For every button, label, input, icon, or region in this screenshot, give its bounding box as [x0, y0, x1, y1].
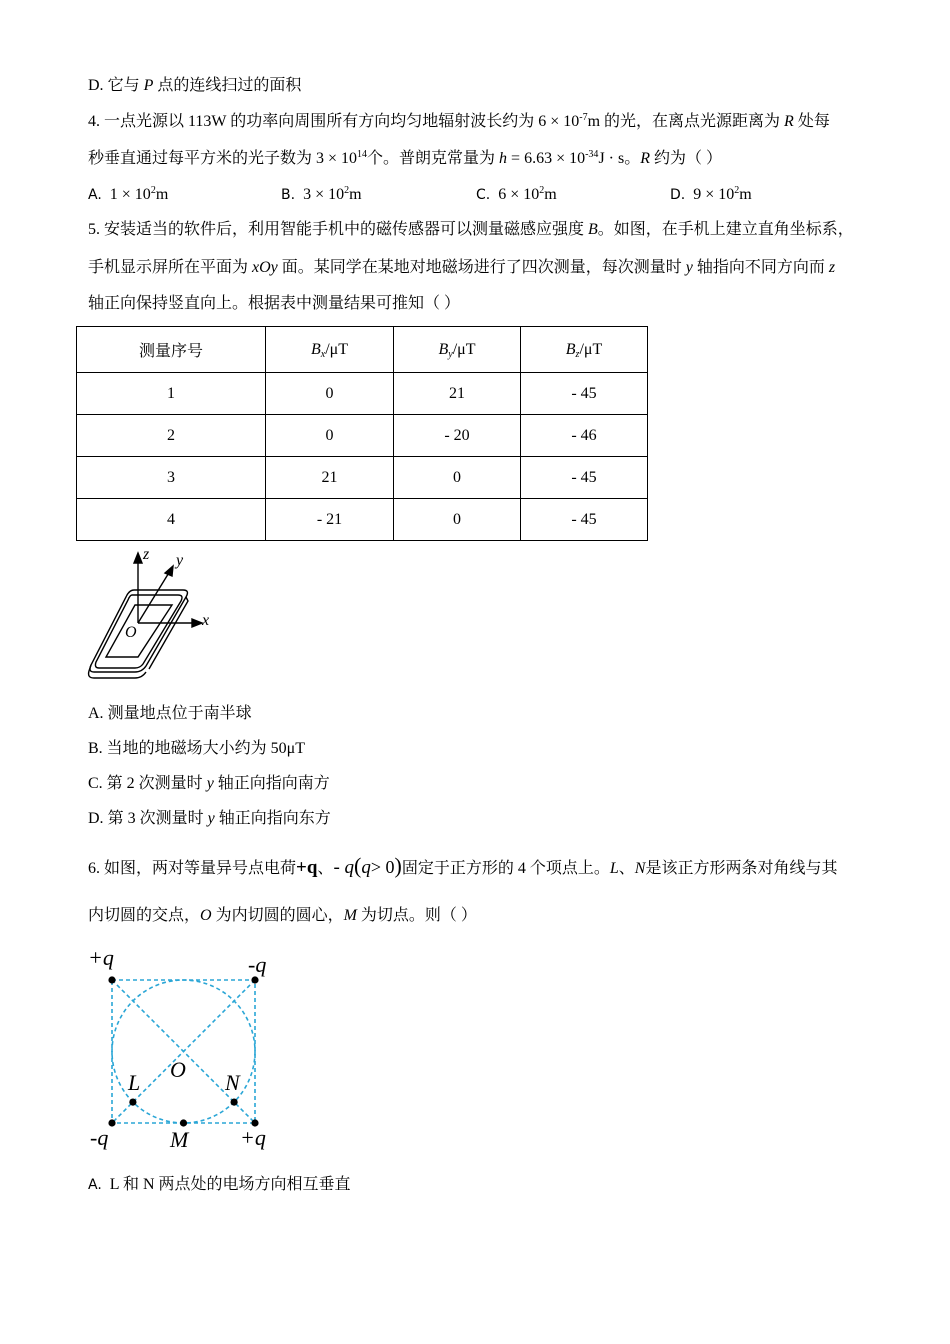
table-row: 4 - 21 0 - 45 — [77, 499, 648, 541]
label-bottom-left: -q — [90, 1125, 109, 1150]
q4-stem-line1: 4. 一点光源以 113W 的功率向周围所有方向均匀地辐射波长约为 $6 \times 10^{-7}m$ 的光，在离点光源距离为 R 处每 — [88, 112, 830, 130]
q5-stem-line2: 手机显示屏所在平面为 xOy 面。某同学在某地对地磁场进行了四次测量，每次测量时 y 轴指向不同方向而 z — [88, 259, 836, 276]
charge-point — [108, 976, 115, 983]
q4-option-b[interactable]: B. $3 \times 10^2m$ — [281, 185, 362, 203]
axis-label-z: z — [143, 546, 150, 563]
table-row: 3 21 0 - 45 — [77, 457, 648, 499]
label-M: M — [170, 1127, 189, 1152]
label-L: L — [128, 1070, 141, 1095]
q5-stem-line3: 轴正向保持竖直向上。根据表中测量结果可推知（ ） — [88, 295, 461, 312]
q5-option-d[interactable]: D. 第 3 次测量时 y 轴正向指向东方 — [88, 810, 331, 827]
q6-option-a[interactable]: A. L 和 N 两点处的电场方向相互垂直 — [88, 1176, 351, 1193]
q5-option-c[interactable]: C. 第 2 次测量时 y 轴正向指向南方 — [88, 775, 330, 792]
header-by: $B_y/\mu T$ — [394, 327, 521, 373]
point-N — [231, 1099, 238, 1106]
header-index: 测量序号 — [77, 327, 266, 373]
table-row: 2 0 - 20 - 46 — [77, 415, 648, 457]
axis-label-x: x — [202, 612, 210, 629]
label-O: O — [170, 1057, 186, 1082]
charge-point — [251, 976, 258, 983]
phone-axes-figure — [80, 545, 230, 685]
label-bottom-right: +q — [240, 1125, 266, 1150]
label-N: N — [225, 1070, 240, 1095]
charge-point — [108, 1119, 115, 1126]
q4-stem-line2: 秒垂直通过每平方米的光子数为 $3 \times 10^{14}$个。普朗克常量为 $h = 6.63 \times 10^{-34}J \cdot s$。R 约为（ ） — [88, 149, 723, 167]
origin-label: O — [125, 624, 137, 641]
point-M — [180, 1119, 187, 1126]
header-bx: $B_x/\mu T$ — [266, 327, 394, 373]
q4-option-a[interactable]: A. $1 \times 10^2m$ — [88, 185, 169, 203]
q5-option-a[interactable]: A. 测量地点位于南半球 — [88, 705, 252, 722]
q6-stem-line1: 6. 如图，两对等量异号点电荷+q、- q(q> 0)固定于正方形的 4 个项点上。L、N是该正方形两条对角线与其 — [88, 853, 838, 878]
q4-option-d[interactable]: D. $9 \times 10^2m$ — [670, 185, 752, 203]
label-top-left: +q — [88, 945, 114, 970]
q5-stem-line1: 5. 安装适当的软件后，利用智能手机中的磁传感器可以测量磁感应强度 B。如图，在手机上建立直角坐标系， — [88, 221, 854, 238]
q3-option-d: D. 它与 P 点的连线扫过的面积 — [88, 77, 302, 94]
table-header-row — [77, 327, 648, 373]
point-L — [129, 1099, 136, 1106]
label-top-right: -q — [248, 952, 267, 977]
table-row: 1 0 21 - 45 — [77, 373, 648, 415]
header-bz: $B_z/\mu T$ — [521, 327, 648, 373]
axis-label-y: y — [176, 552, 184, 569]
q4-option-c[interactable]: C. $6 \times 10^2m$ — [476, 185, 557, 203]
q6-stem-line2: 内切圆的交点，O 为内切圆的圆心，M 为切点。则（ ） — [88, 907, 477, 924]
charges-square-figure — [80, 945, 280, 1155]
q5-option-b[interactable]: B. 当地的地磁场大小约为 50μT — [88, 740, 306, 757]
measurement-table — [76, 326, 648, 541]
